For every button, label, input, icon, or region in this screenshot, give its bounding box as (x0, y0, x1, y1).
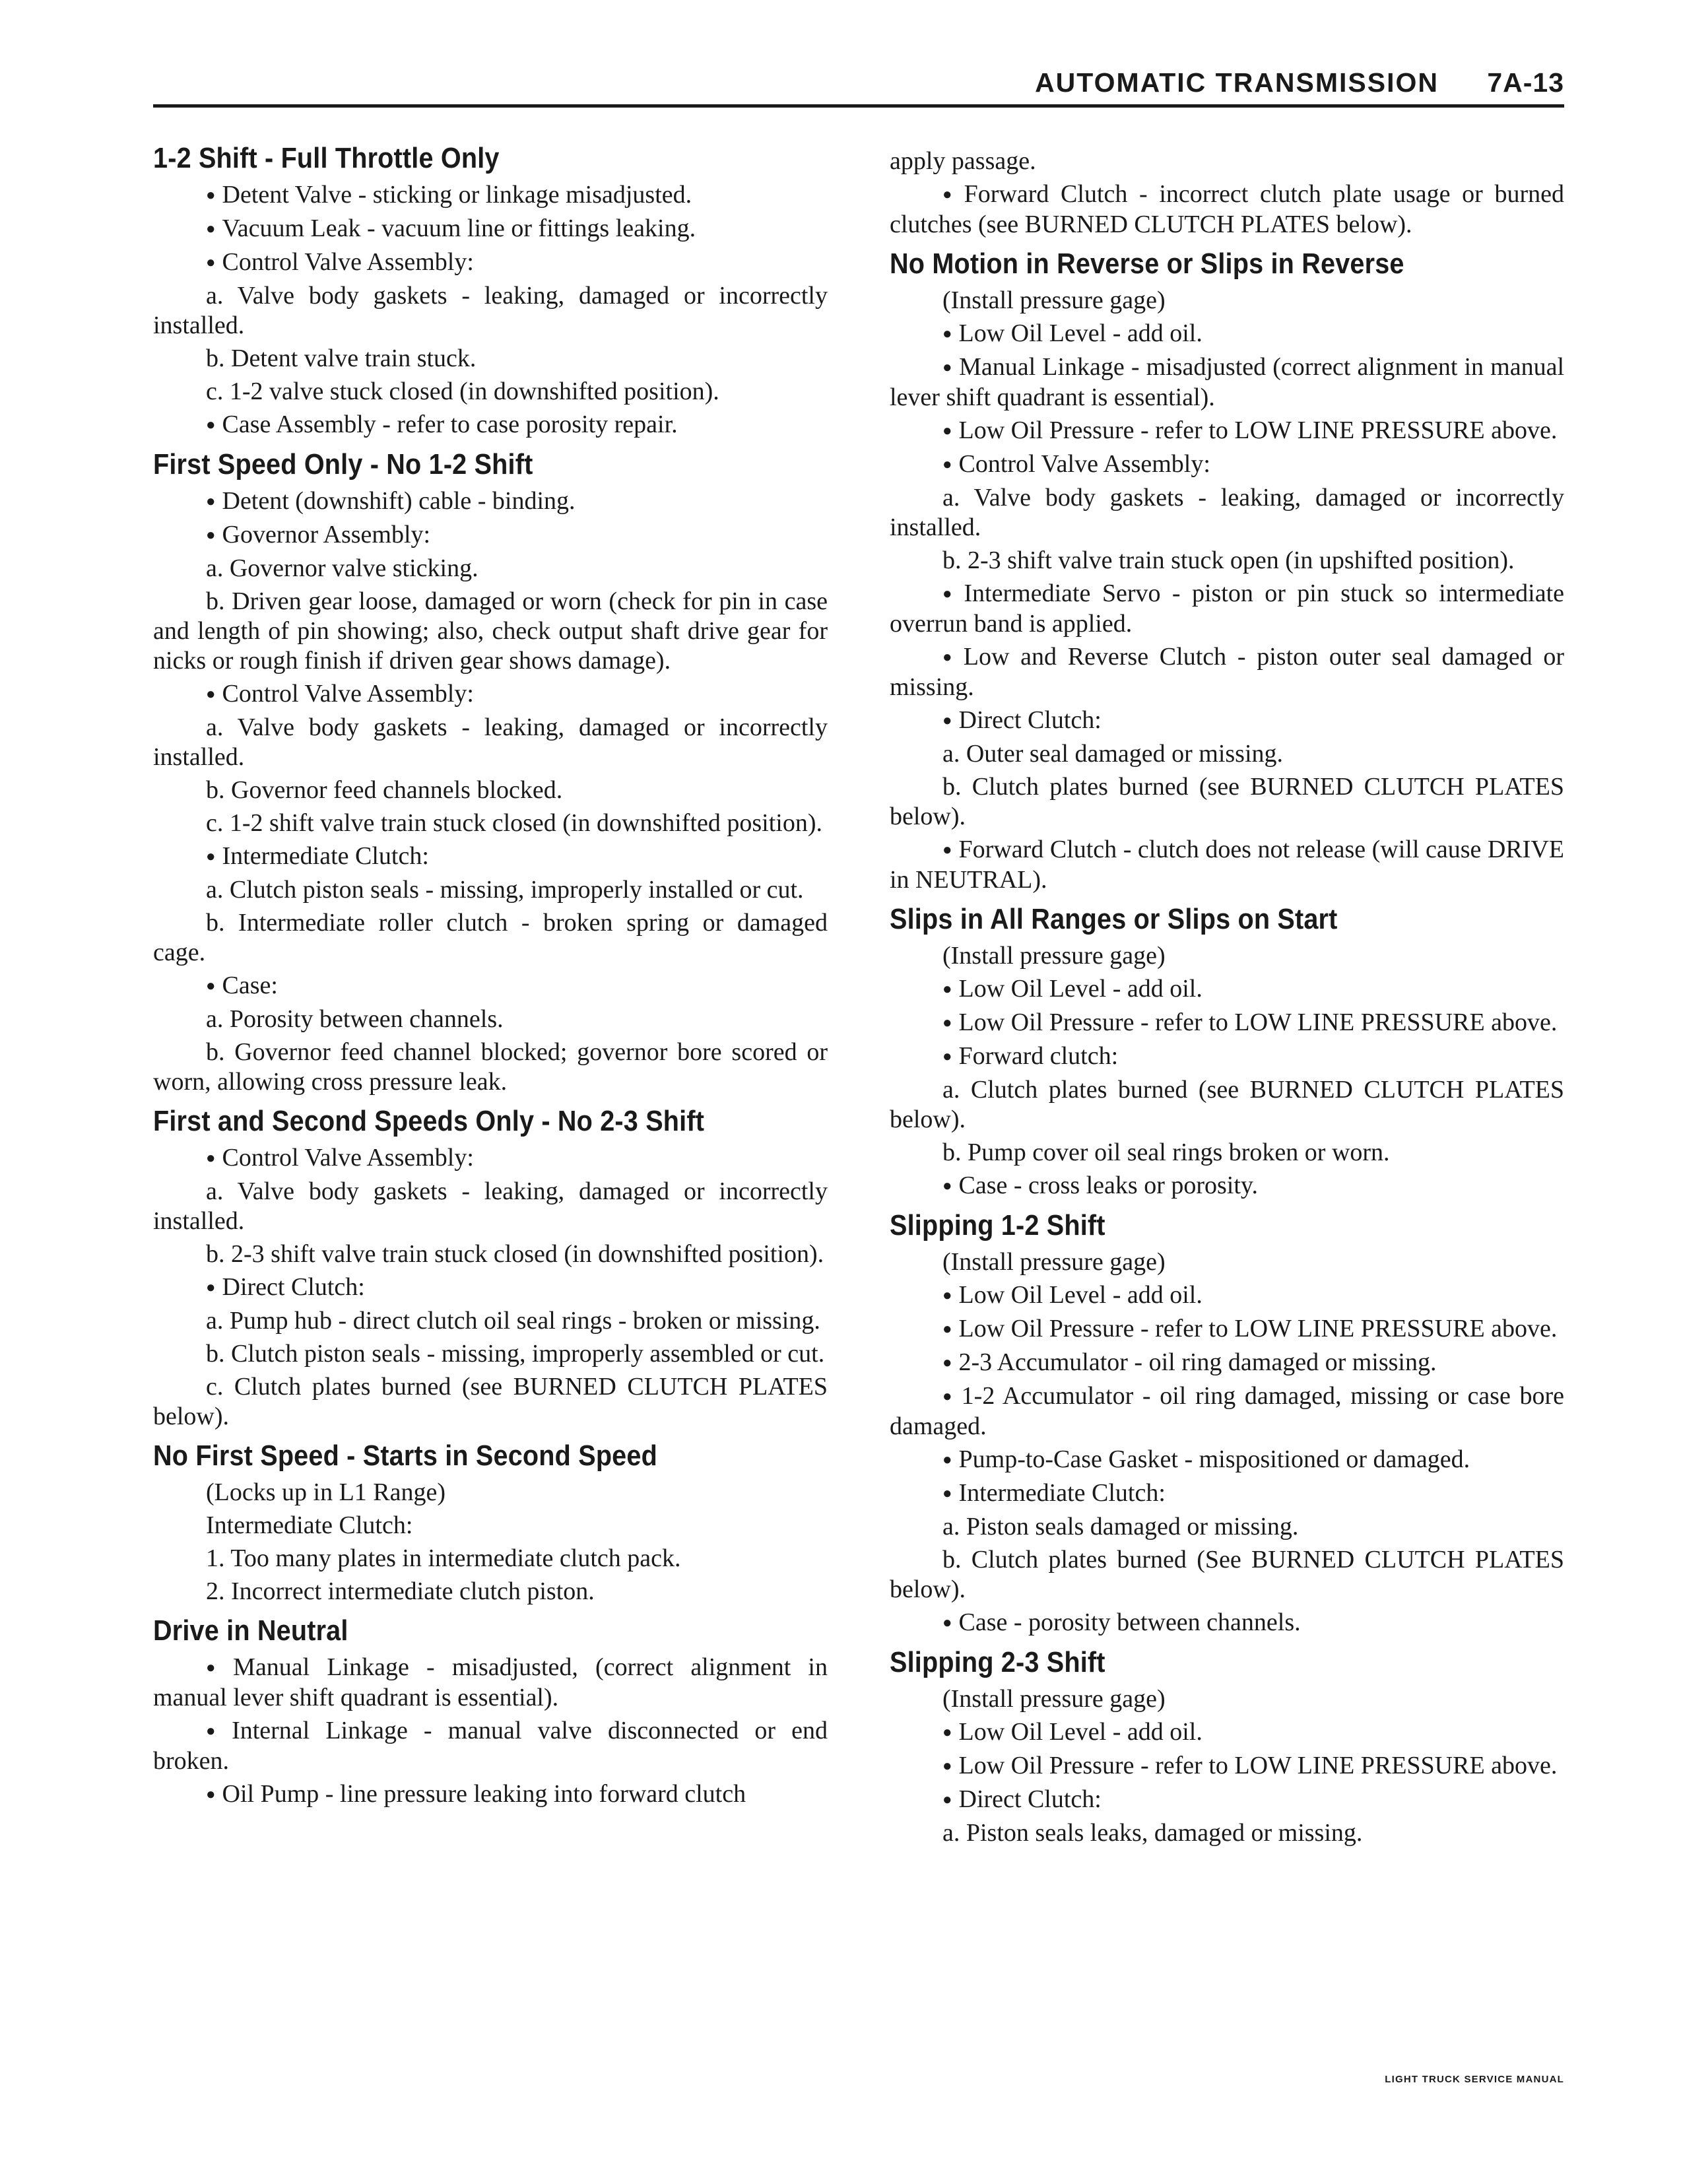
paragraph: a. Valve body gaskets - leaking, damaged or incorrectly installed. (153, 282, 828, 339)
bullet-item: ● Case: (153, 971, 828, 1001)
bullet-item: ● Control Valve Assembly: (153, 248, 828, 278)
paragraph: a. Pump hub - direct clutch oil seal rings - broken or missing. (206, 1307, 820, 1335)
paragraph: b. 2-3 shift valve train stuck open (in upshifted position). (942, 546, 1515, 574)
bullet-item: ● Internal Linkage - manual valve disconnected or end broken. (153, 1716, 828, 1776)
bullet-item: ● Low Oil Level - add oil. (890, 1280, 1564, 1311)
paragraph: a. Clutch piston seals - missing, improperly installed or cut. (206, 876, 804, 904)
section-heading: No First Speed - Starts in Second Speed (153, 1439, 657, 1472)
paragraph: a. Clutch plates burned (see BURNED CLUTCH PLATES below). (890, 1076, 1564, 1133)
bullet-item: ● Intermediate Clutch: (153, 842, 828, 872)
paragraph: b. Governor feed channel blocked; governor bore scored or worn, allowing cross pressure leak. (153, 1038, 828, 1096)
bullet-item: ● Case Assembly - refer to case porosity repair. (153, 410, 828, 440)
bullet-item: ● 2-3 Accumulator - oil ring damaged or missing. (890, 1348, 1564, 1378)
paragraph: c. 1-2 shift valve train stuck closed (in downshifted position). (206, 809, 822, 837)
section-heading: First and Second Speeds Only - No 2-3 Shift (153, 1105, 705, 1137)
bullet-item: ● Pump-to-Case Gasket - mispositioned or damaged. (890, 1445, 1564, 1475)
paragraph: c. 1-2 valve stuck closed (in downshifted position). (206, 378, 719, 405)
paragraph: a. Governor valve sticking. (206, 554, 478, 582)
section-heading: 1-2 Shift - Full Throttle Only (153, 142, 500, 174)
bullet-item: ● Manual Linkage - misadjusted (correct alignment in manual lever shift quadrant is essential). (890, 352, 1564, 413)
bullet-item: ● Low Oil Pressure - refer to LOW LINE PRESSURE above. (890, 1751, 1564, 1781)
bullet-item: ● Low Oil Level - add oil. (890, 319, 1564, 349)
paragraph: b. Clutch plates burned (See BURNED CLUTCH PLATES below). (890, 1546, 1564, 1603)
bullet-item: ● Intermediate Servo - piston or pin stuck so intermediate overrun band is applied. (890, 579, 1564, 639)
paragraph: a. Valve body gaskets - leaking, damaged or incorrectly installed. (153, 1177, 828, 1235)
paragraph: b. Detent valve train stuck. (206, 345, 477, 372)
bullet-item: ● Low Oil Level - add oil. (890, 974, 1564, 1005)
bullet-item: ● Low Oil Pressure - refer to LOW LINE PRESSURE above. (890, 416, 1564, 446)
bullet-item: ● Low Oil Pressure - refer to LOW LINE PRESSURE above. (890, 1314, 1564, 1344)
paragraph: 2. Incorrect intermediate clutch piston. (206, 1577, 595, 1605)
bullet-item: ● Forward Clutch - clutch does not release (will cause DRIVE in NEUTRAL). (890, 835, 1564, 895)
paragraph: b. Governor feed channels blocked. (206, 776, 563, 804)
bullet-item: ● Governor Assembly: (153, 520, 828, 550)
paragraph: a. Valve body gaskets - leaking, damaged or incorrectly installed. (153, 713, 828, 771)
paragraph: a. Piston seals damaged or missing. (942, 1513, 1299, 1540)
paragraph: a. Piston seals leaks, damaged or missing. (942, 1819, 1363, 1847)
section-title: AUTOMATIC TRANSMISSION (1035, 67, 1439, 98)
paragraph: a. Porosity between channels. (206, 1005, 504, 1033)
paragraph: c. Clutch plates burned (see BURNED CLUTCH PLATES below). (153, 1373, 828, 1430)
bullet-item: ● Direct Clutch: (890, 706, 1564, 736)
bullet-item: ● Intermediate Clutch: (890, 1478, 1564, 1509)
section-heading: Slipping 2-3 Shift (890, 1646, 1105, 1678)
bullet-item: ● Oil Pump - line pressure leaking into forward clutch (153, 1779, 828, 1810)
section-heading: Slipping 1-2 Shift (890, 1209, 1105, 1241)
bullet-item: ● Case - porosity between channels. (890, 1608, 1564, 1638)
bullet-item: ● Low and Reverse Clutch - piston outer seal damaged or missing. (890, 642, 1564, 702)
bullet-item: ● Direct Clutch: (153, 1273, 828, 1303)
paragraph: b. Clutch plates burned (see BURNED CLUTCH PLATES below). (890, 773, 1564, 830)
bullet-item: ● Detent Valve - sticking or linkage misadjusted. (153, 180, 828, 211)
bullet-item: ● Manual Linkage - misadjusted, (correct alignment in manual lever shift quadrant is essential). (153, 1653, 828, 1713)
paragraph: (Install pressure gage) (942, 942, 1166, 970)
bullet-item: ● 1-2 Accumulator - oil ring damaged, missing or case bore damaged. (890, 1381, 1564, 1441)
bullet-item: ● Low Oil Level - add oil. (890, 1717, 1564, 1748)
right-column (890, 147, 1564, 1851)
bullet-item: ● Forward clutch: (890, 1042, 1564, 1072)
paragraph: b. Intermediate roller clutch - broken spring or damaged cage. (153, 909, 828, 966)
bullet-item: ● Vacuum Leak - vacuum line or fittings leaking. (153, 214, 828, 244)
bullet-item: ● Low Oil Pressure - refer to LOW LINE PRESSURE above. (890, 1008, 1564, 1038)
bullet-item: ● Forward Clutch - incorrect clutch plate usage or burned clutches (see BURNED CLUTCH PLATES below). (890, 180, 1564, 240)
paragraph: Intermediate Clutch: (206, 1511, 413, 1539)
bullet-item: ● Case - cross leaks or porosity. (890, 1171, 1564, 1201)
paragraph: (Install pressure gage) (942, 286, 1166, 314)
bullet-item: ● Control Valve Assembly: (153, 1143, 828, 1174)
paragraph: b. 2-3 shift valve train stuck closed (in downshifted position). (206, 1240, 824, 1268)
continued-text: apply passage. (890, 147, 1036, 175)
paragraph: 1. Too many plates in intermediate clutch pack. (206, 1544, 681, 1572)
bullet-item: ● Control Valve Assembly: (153, 679, 828, 710)
bullet-item: ● Control Valve Assembly: (890, 449, 1564, 480)
section-heading: No Motion in Reverse or Slips in Reverse (890, 248, 1404, 280)
bullet-item: ● Detent (downshift) cable - binding. (153, 486, 828, 517)
paragraph: (Install pressure gage) (942, 1248, 1166, 1276)
bullet-item: ● Direct Clutch: (890, 1785, 1564, 1815)
paragraph: b. Clutch piston seals - missing, improperly assembled or cut. (206, 1340, 825, 1368)
paragraph: b. Pump cover oil seal rings broken or worn. (942, 1139, 1390, 1166)
paragraph: (Install pressure gage) (942, 1685, 1166, 1713)
left-column (153, 141, 828, 1813)
paragraph: (Locks up in L1 Range) (206, 1478, 446, 1506)
paragraph: a. Valve body gaskets - leaking, damaged or incorrectly installed. (890, 484, 1564, 541)
page-header (153, 63, 1564, 108)
section-heading: Drive in Neutral (153, 1614, 348, 1647)
paragraph: b. Driven gear loose, damaged or worn (check for pin in case and length of pin showing; also, check output shaft drive gear for nicks or rough finish if driven gear shows damage). (153, 587, 828, 675)
footer-label: LIGHT TRUCK SERVICE MANUAL (1385, 2074, 1564, 2085)
section-heading: First Speed Only - No 1-2 Shift (153, 448, 533, 480)
section-heading: Slips in All Ranges or Slips on Start (890, 903, 1338, 935)
page-number: 7A-13 (1487, 67, 1564, 98)
paragraph: a. Outer seal damaged or missing. (942, 740, 1284, 768)
